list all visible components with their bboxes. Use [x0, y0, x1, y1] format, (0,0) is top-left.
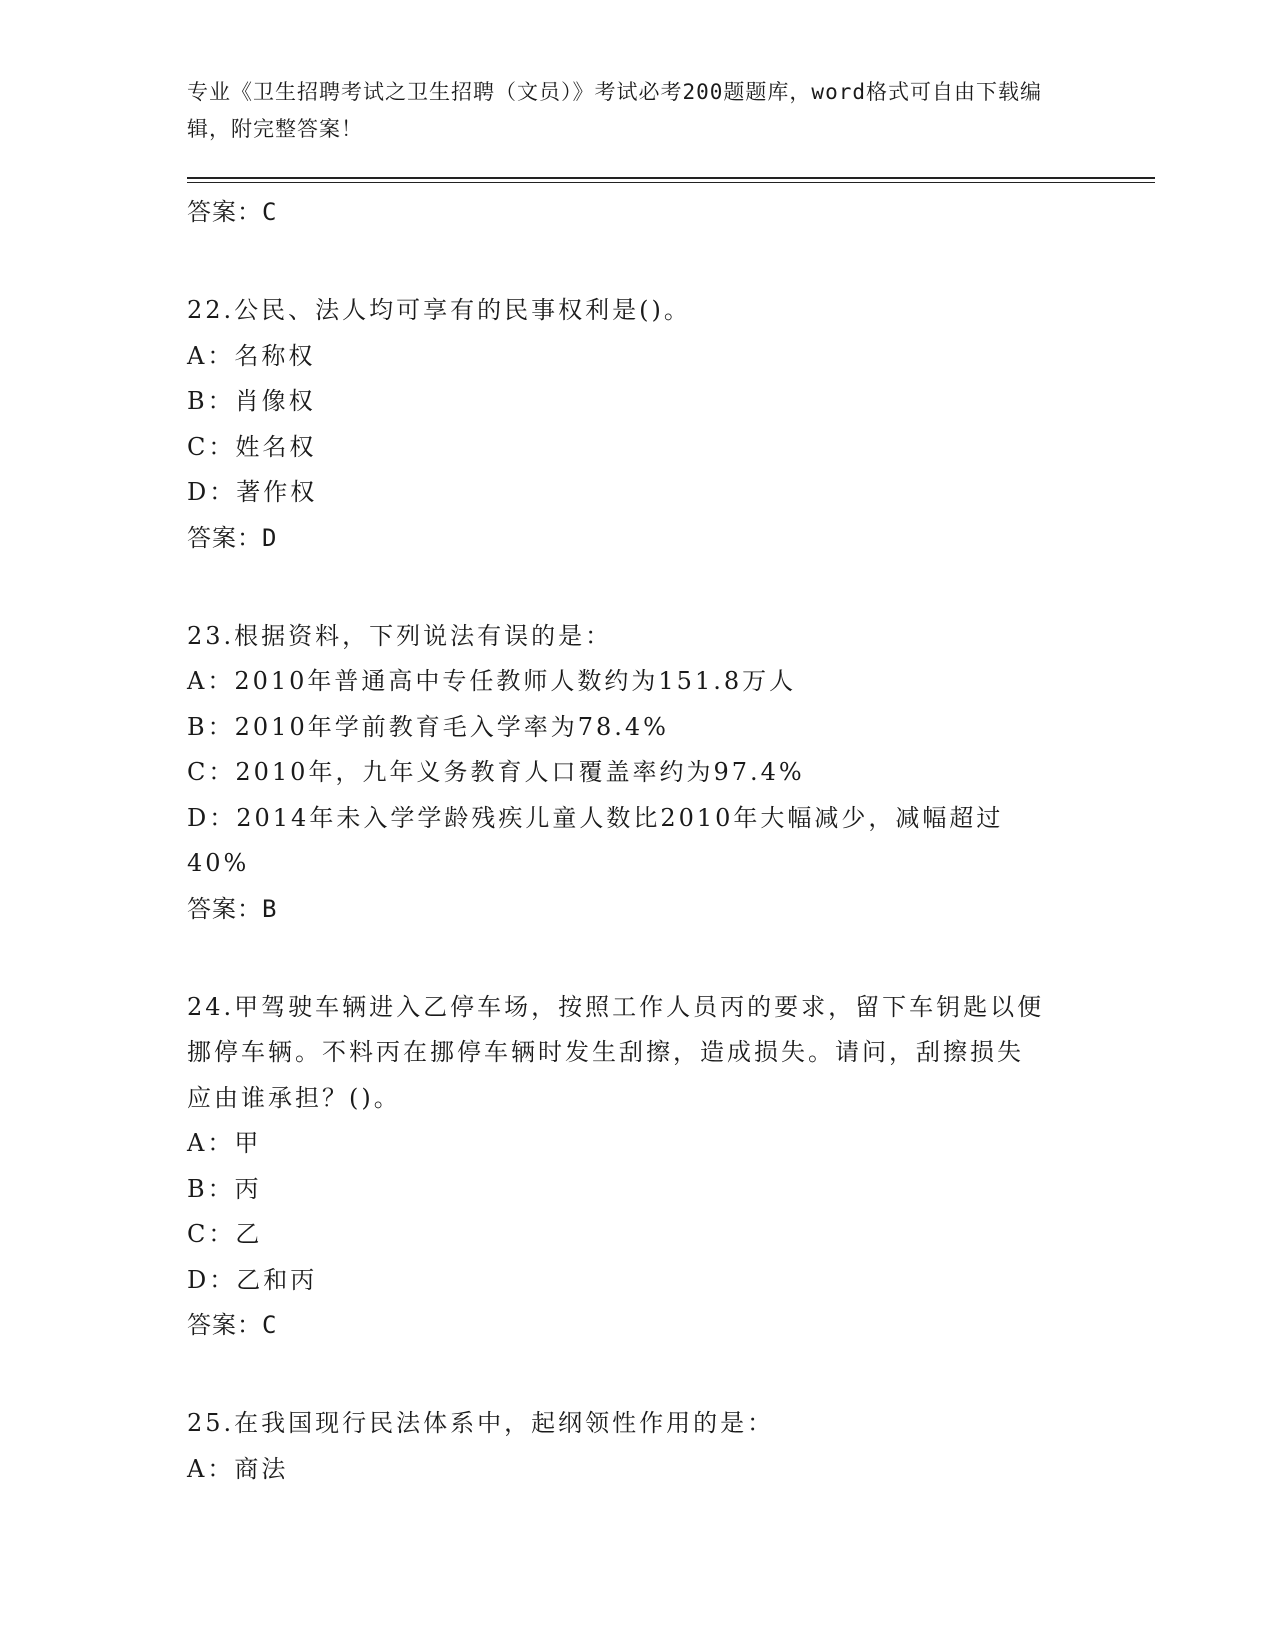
answer-line — [187, 1303, 1087, 1348]
answer-line — [187, 887, 1087, 932]
answer-value: C — [262, 1311, 278, 1339]
spacer — [187, 932, 1087, 985]
option-a: A：2010年普通高中专任教师人数约为151.8万人 — [187, 667, 797, 695]
question-stem: 22.公民、法人均可享有的民事权利是()。 — [187, 296, 691, 324]
option-b: B：肖像权 — [187, 387, 316, 415]
question-block — [187, 1401, 1087, 1492]
spacer — [187, 561, 1087, 614]
question-list — [187, 190, 1087, 1492]
spacer — [187, 1348, 1087, 1401]
answer-label: 答案： — [187, 523, 262, 552]
answer-value: D — [262, 523, 278, 552]
option-b: B：2010年学前教育毛入学率为78.4% — [187, 712, 669, 741]
option-a: A：商法 — [187, 1454, 289, 1483]
header-rule-thin — [187, 182, 1155, 183]
option-c: C：乙 — [187, 1220, 263, 1248]
answer-line — [187, 190, 1087, 235]
option-a: A：名称权 — [187, 341, 316, 370]
question-stem: 23.根据资料，下列说法有误的是： — [187, 621, 613, 650]
answer-line — [187, 516, 1087, 561]
spacer — [187, 235, 1087, 288]
header-rule-thick — [187, 177, 1155, 179]
answer-label: 答案： — [187, 894, 262, 923]
question-block — [187, 985, 1087, 1304]
option-d: D：2014年未入学学龄残疾儿童人数比2010年大幅减少，减幅超过40% — [187, 803, 1004, 877]
document-header: 专业《卫生招聘考试之卫生招聘（文员）》考试必考200题题库，word格式可自由下载编辑，附完整答案！ — [187, 80, 1042, 141]
answer-label: 答案： — [187, 198, 262, 226]
question-block — [187, 288, 1087, 516]
option-a: A：甲 — [187, 1129, 262, 1157]
answer-label: 答案： — [187, 1311, 262, 1339]
answer-value: B — [262, 894, 278, 923]
option-d: D：乙和丙 — [187, 1265, 318, 1294]
option-c: C：2010年，九年义务教育人口覆盖率约为97.4% — [187, 758, 805, 786]
option-b: B：丙 — [187, 1174, 262, 1203]
question-stem: 24.甲驾驶车辆进入乙停车场，按照工作人员丙的要求，留下车钥匙以便挪停车辆。不料丙在挪停车辆时发生刮擦，造成损失。请问，刮擦损失应由谁承担？()。 — [187, 992, 1045, 1112]
option-d: D：著作权 — [187, 478, 318, 506]
question-block — [187, 614, 1087, 887]
question-stem: 25.在我国现行民法体系中，起纲领性作用的是： — [187, 1409, 775, 1437]
option-c: C：姓名权 — [187, 432, 317, 461]
answer-value: C — [262, 198, 278, 226]
